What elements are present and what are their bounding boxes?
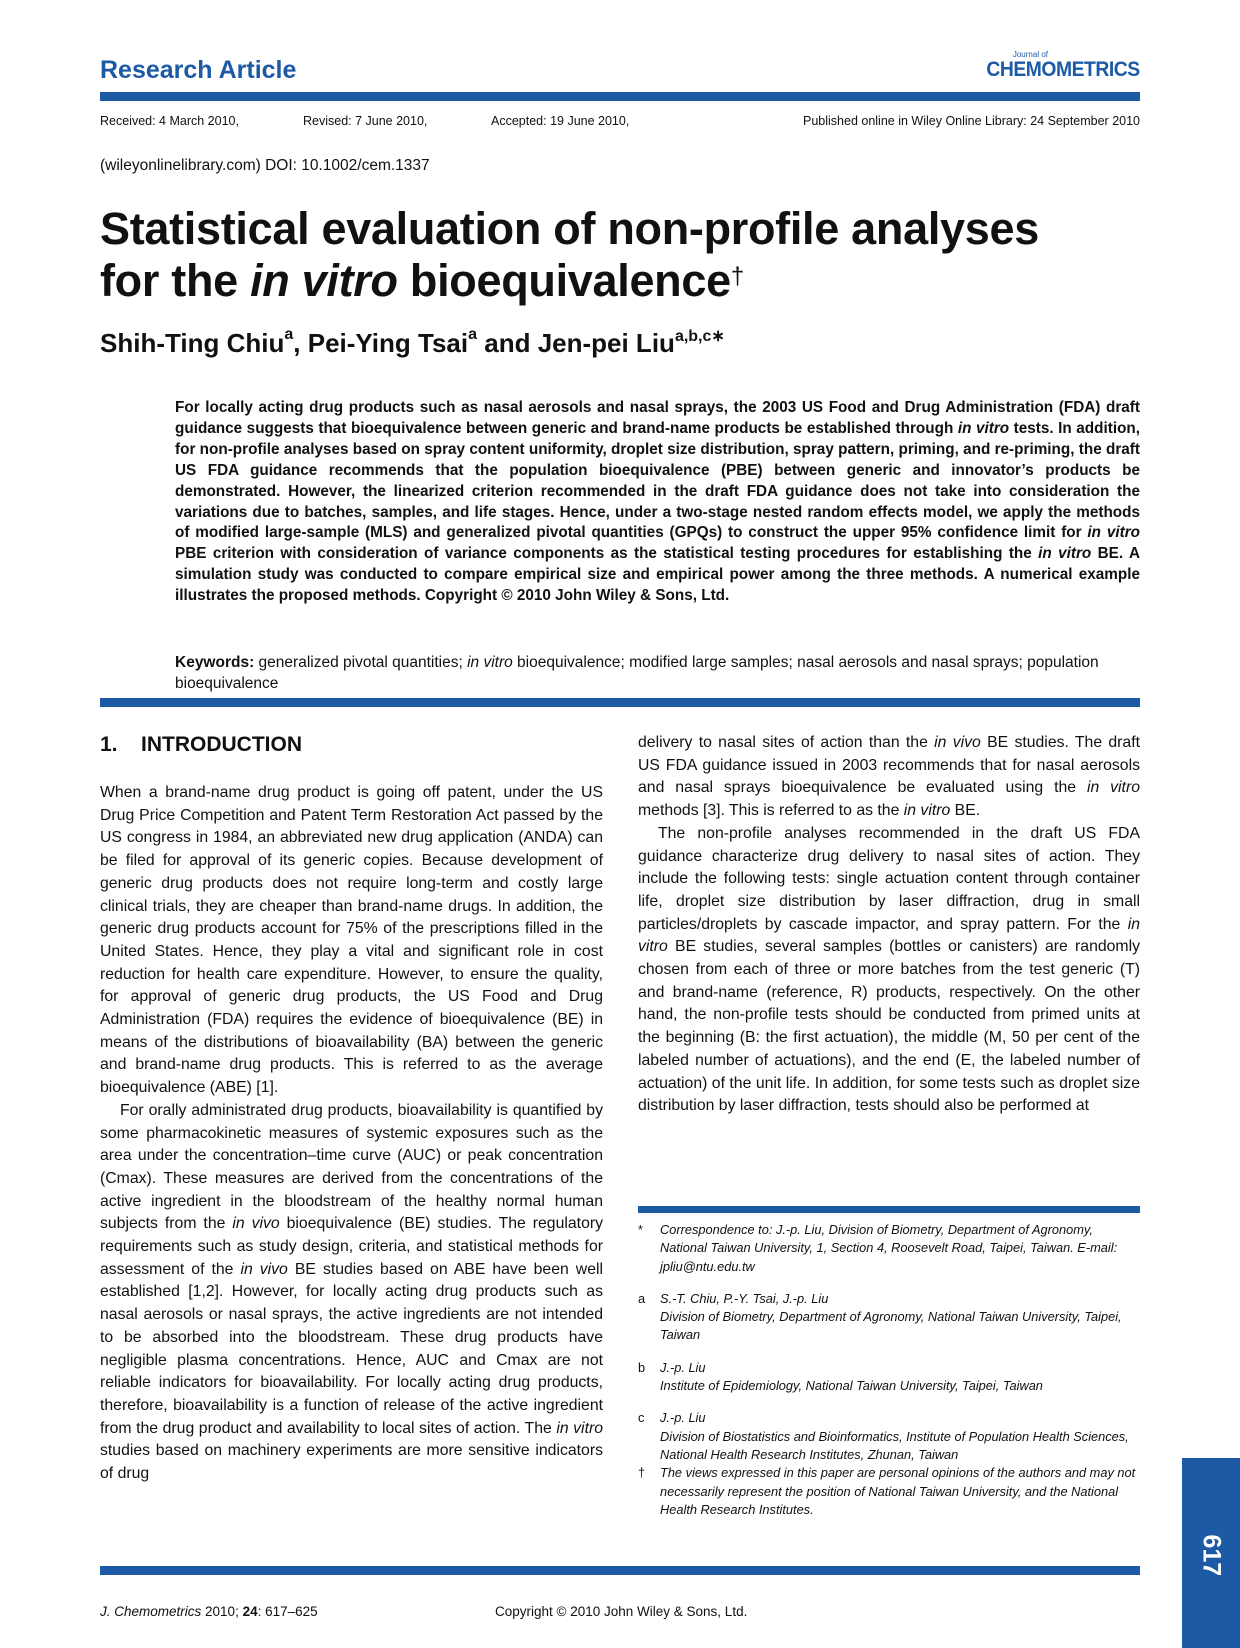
title-italic: in vitro	[250, 255, 398, 306]
abstract-rule	[100, 698, 1140, 707]
footnote-mark: c	[638, 1410, 645, 1426]
footnote-affiliation-c	[638, 1409, 1140, 1464]
abstract-text: tests. In addition, for non-profile analyses based on spray content uniformity, droplet size distribution, spray pattern, priming, and re-priming, the draft US FDA guidance recommends that the population bioequivalence (PBE) between generic and innovator’s products be demonstrated. However, the linearized criterion recommended in the draft FDA guidance does not take into consideration the variations due to batches, samples, and life stages. Hence, under a two-stage nested random effects model, we apply the methods of modified large-sample (MLS) and generalized pivotal quantities (GPQs) to construct the upper 95% confidence limit for	[175, 419, 1141, 542]
paragraph-text: methods [3]. This is referred to as the	[638, 802, 904, 820]
footnotes	[638, 1221, 1140, 1533]
doi-line: (wileyonlinelibrary.com) DOI: 10.1002/cem.1337	[100, 157, 430, 174]
author-list	[100, 328, 725, 359]
page-number: 617	[1197, 1534, 1226, 1577]
footnote-line: The views expressed in this paper are personal opinions of the authors and may not necessarily represent the position of National Taiwan University, and the National Health Research Institutes.	[660, 1465, 1136, 1517]
footer-pages: : 617–625	[257, 1604, 318, 1619]
abstract-text: BE. A simulation study was conducted to compare empirical size and empirical power among the three methods. A numerical example illustrates the proposed methods. Copyright © 2010 John Wiley & Sons, Ltd.	[175, 545, 1140, 605]
author-name: Jen-pei Liu	[537, 328, 675, 358]
page-title	[100, 203, 1140, 307]
paragraph-italic: in vivo	[240, 1260, 288, 1278]
title-dagger: †	[730, 263, 744, 290]
paragraph-text: bioequivalence (BE) studies. The regulatory requirements such as study design, criteria, and statistical methods for assessment of the	[100, 1215, 604, 1278]
author-name: Pei-Ying Tsai	[307, 328, 469, 358]
footnote-correspondence	[638, 1221, 1140, 1276]
journal-logo-small: Journal of	[1012, 50, 1048, 59]
keywords-text: bioequivalence; modified large samples; nasal aerosols and nasal sprays; population bioequivalence	[175, 654, 1099, 692]
abstract-italic: in vitro	[1038, 545, 1092, 563]
keywords-label: Keywords:	[175, 654, 255, 671]
footer-rule	[100, 1566, 1140, 1575]
paragraph-text: The non-profile analyses recommended in the draft US FDA guidance characterize drug delivery to nasal sites of action. They include the following tests: single actuation content through container life, droplet size distribution by laser diffraction, drug in small particles/droplets by cascade impactor, and spray pattern. For the	[638, 824, 1140, 933]
footnote-disclaimer	[638, 1464, 1140, 1519]
footer-copyright: Copyright © 2010 John Wiley & Sons, Ltd.	[495, 1604, 748, 1619]
keywords-text: generalized pivotal quantities;	[254, 654, 468, 671]
footnote-rule	[638, 1206, 1140, 1213]
title-line-2	[100, 255, 1140, 307]
section-heading-introduction: 1. INTRODUCTION	[100, 733, 303, 756]
keywords-italic: in vitro	[467, 654, 513, 671]
author-separator: and	[477, 328, 538, 358]
footnote-line: Division of Biostatistics and Bioinformatics, Institute of Population Health Sciences, National Health Research Institutes, Zhunan, Taiwan	[660, 1428, 1129, 1462]
author-separator: ,	[293, 328, 308, 358]
author-affiliation: a	[284, 326, 294, 343]
author-affiliation: a,b,c∗	[674, 328, 725, 345]
body-column-left	[100, 782, 603, 1486]
paragraph: When a brand-name drug product is going off patent, under the US Drug Price Competition and Patent Term Restoration Act passed by the US congress in 1984, an abbreviated new drug application (ANDA) can be filed for approval of its generic copies. Because development of generic drug products does not require long-term and costly large clinical trials, they are cheaper than brand-name drugs. In addition, the generic drug products account for 75% of the prescriptions filled in the United States. Hence, they play a vital and significant role in cost reduction for health care expenditure. However, to ensure the quality, for approval of generic drug products, the US Food and Drug Administration (FDA) requires the evidence of bioequivalence (BE) in means of the distributions of bioavailability (BA) between the generic and brand-name drug products. This is referred to as the average bioequivalence (ABE) [1].	[100, 784, 603, 1097]
journal-logo-name: CHEMOMETRICS	[986, 58, 1140, 81]
author-name: Shih-Ting Chiu	[100, 328, 285, 358]
footnote-line: S.-T. Chiu, P.-Y. Tsai, J.-p. Liu	[660, 1290, 829, 1306]
footnote-mark: *	[638, 1222, 643, 1237]
journal-logo	[973, 50, 1140, 81]
footer-year: 2010;	[201, 1604, 243, 1619]
abstract-italic: in vitro	[1087, 524, 1140, 542]
paragraph-italic: in vivo	[934, 734, 981, 751]
published-date: Published online in Wiley Online Library: 24 September 2010	[803, 114, 1140, 128]
paragraph-italic: in vitro	[638, 915, 1140, 956]
paragraph-text: For orally administrated drug products, bioavailability is quantified by some pharmacokinetic measures of systemic exposures such as the area under the concentration–time curve (AUC) or peak concentration (Cmax). These measures are derived from the concentrations of the active ingredient in the bloodstream of the healthy normal human subjects from the	[100, 1101, 603, 1233]
paragraph-text: studies based on machinery experiments are more sensitive indicators of drug	[100, 1442, 603, 1483]
received-date: Received: 4 March 2010,	[100, 114, 239, 128]
abstract-text: For locally acting drug products such as nasal aerosols and nasal sprays, the 2003 US Food and Drug Administration (FDA) draft guidance suggests that bioequivalence between generic and brand-name products be established through	[175, 399, 1140, 437]
accepted-date: Accepted: 19 June 2010,	[491, 114, 630, 128]
body-column-right	[638, 732, 1140, 1118]
paragraph-italic: in vitro	[903, 802, 951, 820]
article-type-label: Research Article	[100, 56, 297, 84]
footnote-line: J.-p. Liu	[660, 1359, 706, 1375]
paragraph-text: delivery to nasal sites of action than the	[638, 734, 935, 751]
header-rule	[100, 92, 1140, 101]
footnote-mark: a	[638, 1290, 646, 1306]
footnote-mark: †	[638, 1465, 646, 1481]
footnote-affiliation-a	[638, 1290, 1140, 1345]
keywords	[175, 652, 1140, 694]
paragraph	[638, 732, 1140, 823]
paragraph-text: BE studies based on ABE have been well established [1,2]. However, for locally acting drug products such as nasal aerosols or nasal sprays, the active ingredients are not intended to be absorbed into the bloodstream. These drug products have negligible plasma concentrations. Hence, AUC and Cmax are not reliable indicators for bioavailability. For locally acting drug products, therefore, bioavailability is a function of release of the active ingredient from the drug product and availability to local sites of action. The	[100, 1260, 604, 1437]
title-text: bioequivalence	[397, 255, 731, 306]
footnote-mark: b	[638, 1359, 646, 1375]
title-text: for the	[100, 255, 251, 306]
paragraph-text: BE studies, several samples (bottles or canisters) are randomly chosen from each of three or more batches from the test generic (T) and brand-name (reference, R) products, respectively. On the other hand, the non-profile tests should be conducted from primed units at the beginning (B: the first actuation), the middle (M, 50 per cent of the labeled number of actuations), and the end (E, the labeled number of actuation) of the unit life. In addition, for some tests such as droplet size distribution by laser diffraction, tests should also be performed at	[638, 938, 1140, 1115]
paragraph-italic: in vitro	[1086, 779, 1140, 797]
paragraph-text: BE.	[950, 802, 981, 820]
footnote-line: Institute of Epidemiology, National Taiwan University, Taipei, Taiwan	[660, 1378, 1043, 1394]
footnote-line: Correspondence to: J.-p. Liu, Division of Biometry, Department of Agronomy, National Taiwan University, 1, Section 4, Roosevelt Road, Taipei, Taiwan. E-mail: jpliu@ntu.edu.tw	[660, 1222, 1118, 1274]
paragraph-italic: in vitro	[556, 1419, 604, 1437]
footnote-line: Division of Biometry, Department of Agronomy, National Taiwan University, Taipei, Taiwan	[660, 1309, 1122, 1343]
title-line-1: Statistical evaluation of non-profile analyses	[100, 203, 1039, 254]
paragraph	[638, 823, 1140, 1118]
footnote-affiliation-b	[638, 1359, 1140, 1396]
author-affiliation: a	[468, 326, 478, 343]
paragraph-text: BE studies. The draft US FDA guidance issued in 2003 recommends that for nasal aerosols and nasal sprays bioequivalence be evaluated using the	[638, 734, 1140, 797]
abstract-italic: in vitro	[957, 419, 1010, 437]
paragraph-italic: in vivo	[232, 1215, 280, 1233]
revised-date: Revised: 7 June 2010,	[303, 114, 428, 128]
footer-citation	[100, 1604, 318, 1619]
footer-volume: 24	[242, 1604, 258, 1619]
paragraph	[100, 1100, 603, 1486]
footnote-line: J.-p. Liu	[660, 1410, 706, 1426]
footer-journal: J. Chemometrics	[100, 1604, 202, 1619]
abstract-text: PBE criterion with consideration of variance components as the statistical testing procedures for establishing the	[175, 545, 1039, 563]
abstract	[175, 398, 1140, 607]
